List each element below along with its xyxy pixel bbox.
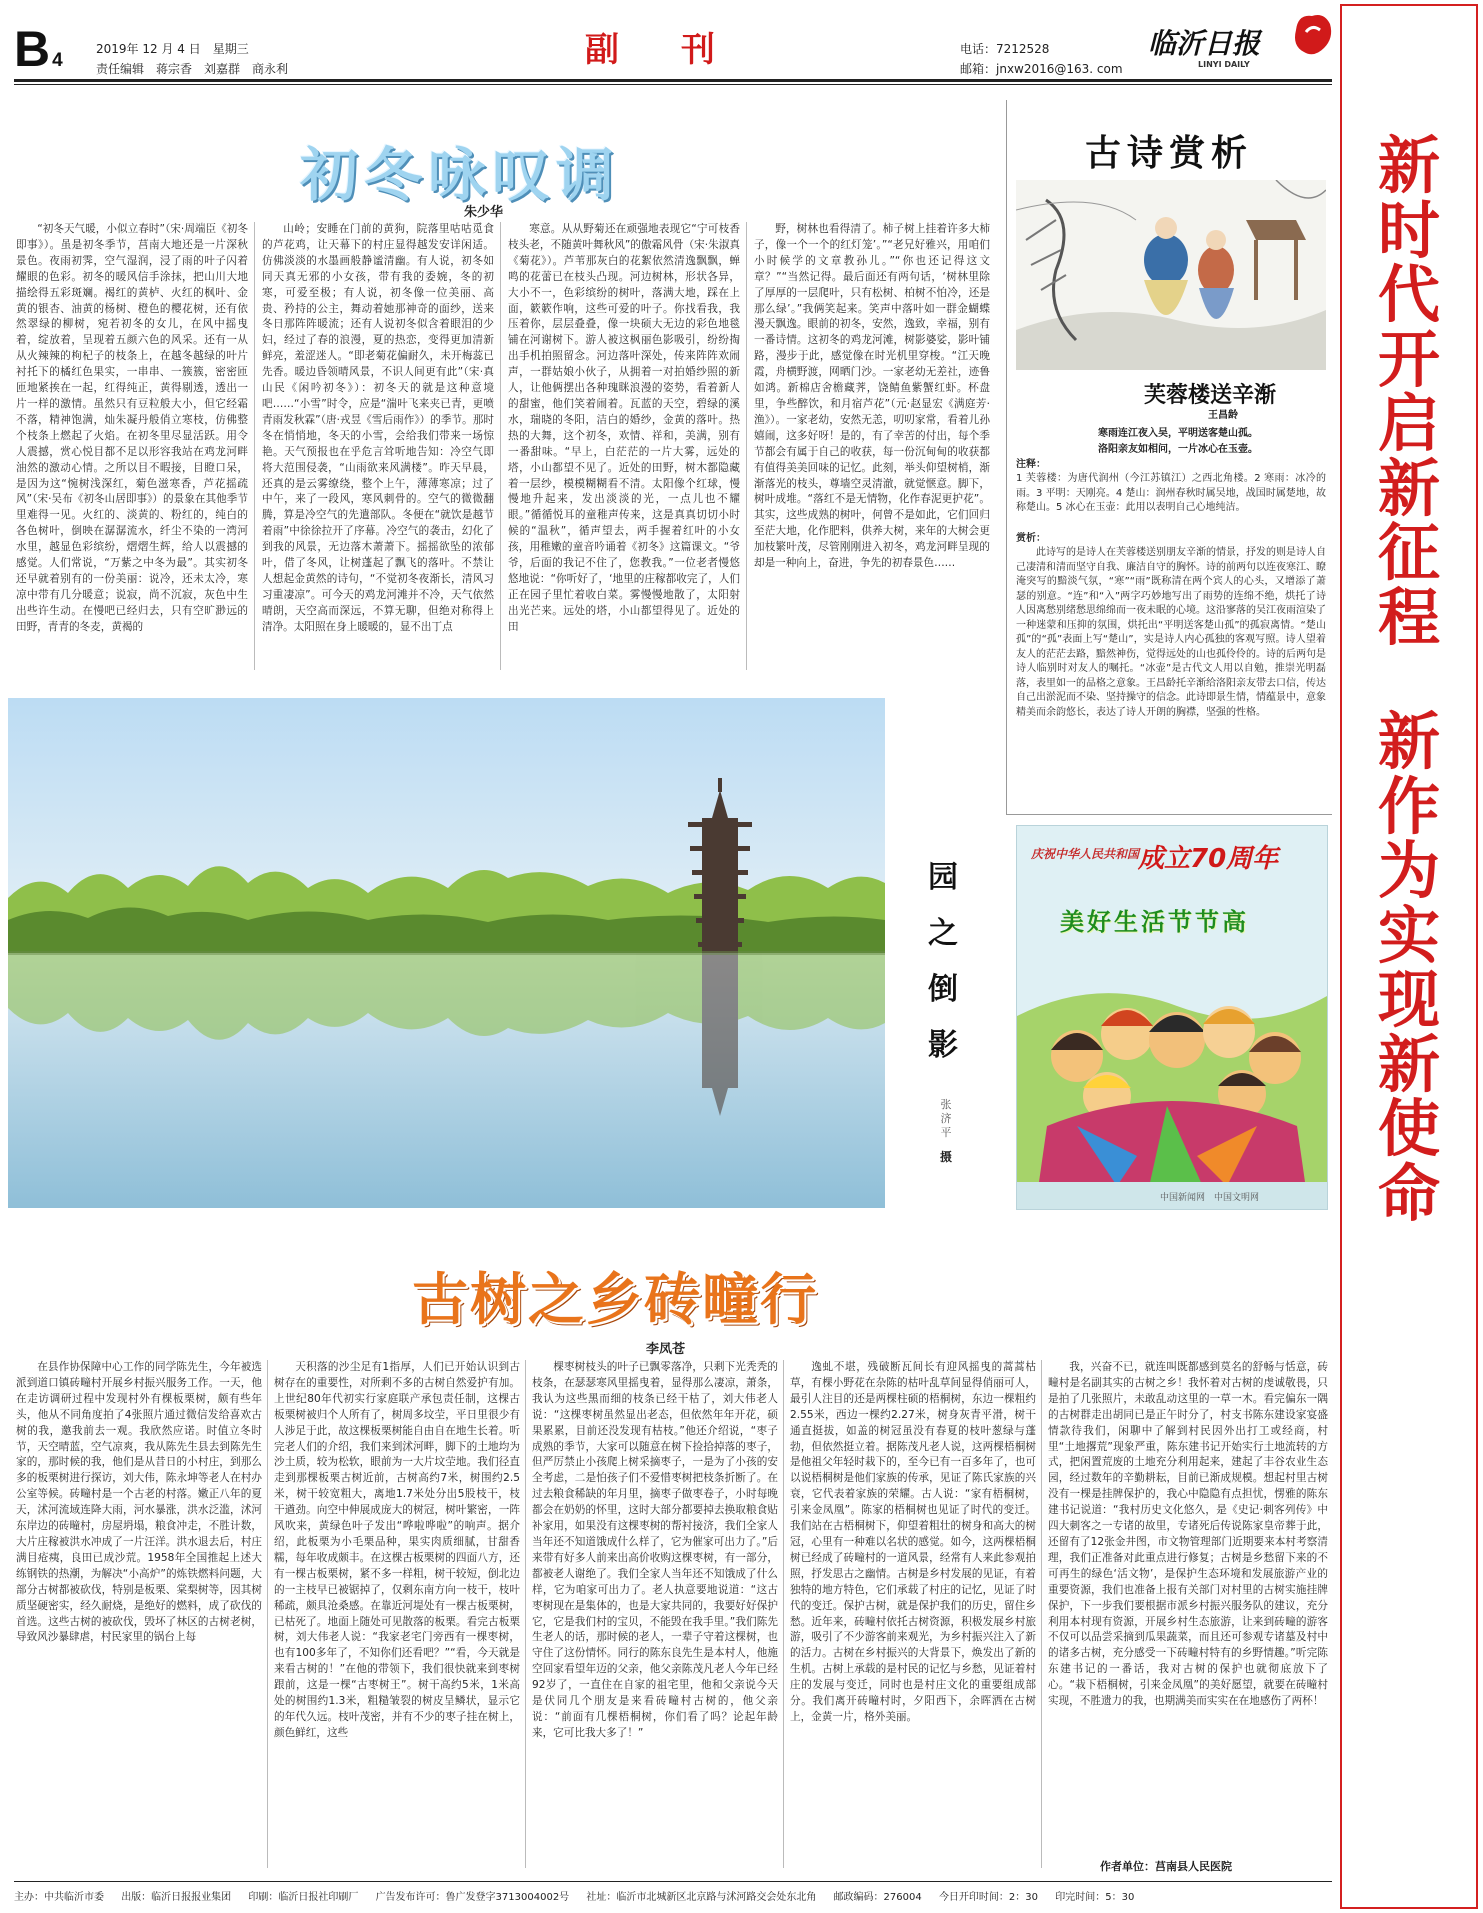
article1-column-3: 寒意。从从野菊还在顽强地表现它“宁可枝香枝头老，不随黄叶舞秋风”的傲霜风骨（宋·朱淑真《菊花》）。芦苇那灰白的花絮依然清逸飘飘，蝉鸣的花蕾已在枝头凸现。河边树林，形状各异，大小不一，色彩缤纷的树叶，落满大地，踩在上面，簌簌作响，这些可爱的叶子。你找看我，我压着你，层层叠叠，像一块硕大无边的彩色地毯铺在河谢树下。游人被这枫丽色影吸引，纷纷掏出手机拍照留念。河边落叶深处，传来阵阵欢闹声，一群姑娘小伙子，从拥着一对拍婚纱照的新人，让他俩摆出各种瑰眯浪漫的姿势，看着新人的甜蜜，他们笑着闹着。瓦蓝的天空，碧绿的溪水，瑞晓的冬阳，洁白的婚纱，金黄的落叶。热热的大舞，这个初冬，欢情、祥和，美满，别有一番甜味。“早上，白茫茫的一片大雾，远处的塔，小山都望不见了。近处的田野，树木都隐藏着一层纱，模模糊糊看不清。太阳像个红球，慢慢地升起来，发出淡淡的光，一点儿也不耀眼。”循循悦耳的童稚声传来，这是真真切切小时候的“温秋”，循声望去，两手握着红叶的小女孩，用稚嫩的童音吟诵着《初冬》这篇课文。“爷爷，后面的我记不住了，您教我。”一位老者慢悠悠地说：“你听好了，‘地里的庄稼都收完了，人们正在园子里忙着收白菜。雾慢慢地散了，太阳射出光芒来。远处的塔，小山都望得见了。近处的田 (508, 223, 740, 633)
email-line: 邮箱：jnxw2016@163. com (960, 62, 1123, 76)
poem-line: 寒雨连江夜入吴，平明送客楚山孤。 (1098, 428, 1258, 439)
poster-illustration (1017, 826, 1327, 1209)
poster-tag-small: 庆祝中华人民共和国 (1031, 847, 1140, 861)
article1-column-1: “初冬天气暖，小似立春时”（宋·周端臣《初冬即事》）。虽是初冬季节，莒南大地还是一片深秋景色。夜雨初霁，空气湿润，浸了雨的叶子闪着耀眼的色彩。初冬的暖风信手涂抹，把山川大地描绘得五彩斑斓。褐红的黄栌、火红的枫叶、金黄的银杏、油黄的杨树、橙色的樱花树，还有依然翠绿的柳树，宛若初冬的女儿，在风中摇曳着，绽放着，呈现着五颜六色的风采。还有一从从火辣辣的枸杞子的枝条上，在越冬越绿的叶片衬托下的橘红色果实，一串串、一簇簇，密密匝匝地紧挨在一起，红得纯正，黄得剔透，透出一片一样的激情。虽然只有豆粒般大小，但它经霜不落，精神饱满，灿朱凝丹般俏立寒枝，仿佛整个枝条上燃起了火焰。在初冬里尽显活跃。用令人震撼，赏心悦目都不足以形容我站在鸡龙河畔油然的激动心情。之所以目不暇接，目瞪口呆，是因为这“惋树浅深红，菊色滋寒香，芦花摇疏风”（宋·吴布《初冬山居即事》）的景象在其他季节里难得一见。火红的、淡黄的、粉红的，纯白的各色树叶，倒映在潺潺流水，纤尘不染的一湾河水里，越显色彩缤纷，熠熠生辉，给人以震撼的感觉。人们常说，“万紫之中冬为最”。其实初冬还早就着别有的一份美丽：说冷，还未太冷，寒凉中带有几分暖意；说寂，尚不沉寂，灰色中生出些许生动。在慢吧已经归去，只有空旷渺远的田野，青青的冬麦，黄褐的 (16, 223, 248, 633)
issue-date: 2019年 12 月 4 日 星期三 (96, 42, 249, 56)
header-rule-thin (14, 84, 1332, 85)
poem-appreciation: 此诗写的是诗人在芙蓉楼送别朋友辛渐的情景，抒发的则是诗人自己凄清和清而坚守自我、廉洁自守的胸怀。诗的前两句以连夜寒江、瞭淹突写的黯淡气氛，“寒”“雨”既称清在两个宾人的心头，又增添了萧瑟的别意。“连”和“入”两字巧妙地写出了雨势的连绵不绝，烘托了诗人因离愁别绪愁思绵绵而一夜未眠的心境。这沿寥落的吴江夜雨渲染了一种迷蒙和压抑的氛围，烘托出“平明送客楚山孤”的孤寂离情。“楚山孤”的“孤”表面上写“楚山”，实是诗人内心孤独的客观写照。诗人望着友人的茫茫去路，黯然神伤，觉得远处的山也孤伶伶的。诗的后两句是诗人临别时对友人的嘱托。“冰壶”是古代文人用以自勉，推崇光明磊落，表里如一的品格之意象。王昌龄托辛渐给洛阳亲友带去口信，传达自己出淤泥而不染、坚持操守的信念。此诗即景生情，情蕴景中，意象精美而余韵悠长，表达了诗人开朗的胸襟，坚强的性格。 (1016, 547, 1326, 718)
poster-footer: 中国新闻网 中国文明网 (1160, 1193, 1260, 1203)
poem-box-bottom-rule (1006, 814, 1332, 815)
editors-line: 责任编辑 蒋宗香 刘嘉群 商永利 (96, 62, 289, 76)
public-service-poster (1016, 825, 1328, 1210)
slogan-banner-text (1348, 129, 1470, 1230)
poem-title: 芙蓉楼送辛渐 (1143, 382, 1276, 408)
article1-title: 初冬咏叹调 (300, 141, 621, 209)
footer-rule (14, 1881, 1332, 1882)
column-divider (746, 222, 747, 670)
poem-illustration (1016, 180, 1326, 370)
column-divider (500, 222, 501, 670)
column-divider (783, 1360, 784, 1868)
footer-item: 出版：临沂日报报业集团 (121, 1892, 232, 1903)
poem-appreciation-label: 赏析： (1016, 533, 1046, 544)
footer-item: 邮政编码：276004 (833, 1892, 922, 1903)
photo-caption: 园之倒影 (928, 860, 958, 1063)
footer-item: 社址：临沂市北城新区北京路与沭河路交会处东北角 (586, 1892, 817, 1903)
column-divider (525, 1360, 526, 1868)
article1-column-2: 山岭；安睡在门前的黄狗，院落里咕咕觅食的芦花鸡，让天幕下的村庄显得越发安详闲适。仿佛淡淡的水墨画般静谧清幽。有人说，初冬如同天真无邪的小女孩，带有我的委婉，冬的初寒，可爱至极；有人说，初冬像一位美丽、高贵、矜持的公主，舞动着她那神奇的面纱，送来冬日那阵阵暖流；还有人说初冬似含着眼泪的少妇，经过了春的浪漫，夏的热恋，变得更加清新鲜亮，羞涩迷人。“即老菊花偏耐久，未开梅蕊已先香。暖边昏领晴风景，不识人间更有此”（宋·真山民《闲吟初冬》）：初冬天的就是这种意境吧……“小雪”时令，应是“湍叶飞来夹已青，更喷青雨发秋霖”（唐·戎昱《雪后雨作》）的季节。那时冬在悄悄地，冬天的小雪，会给我们带来一场惊艳。天气预报也在乎危言耸听地告知：冷空气即将大范围侵袭，“山雨欲来风满楼”。昨天早晨，还真的是云雾缭绕，整个上午，薄薄寒凉；过了中午，来了一段风，寒风刺骨的。空气的微微翻腾，算是冷空气的先遣部队。冬便在“就饮是越节着雨”中徐徐拉开了序幕。冷空气的袭击，幻化了到我的风景，无边落木萧萧下。摇摇欲坠的浓郁叶，借了冬风，让树蓬起了飘飞的落叶。不禁让人想起金黄然的诗句，“不觉初冬夜渐长，清风习习重凄凉”。可今天的鸡龙河滩并不冷，天气依然晴朗，天空高而深远，不算无聊，但绝对称得上清净。太阳照在身上暖暖的，显不出丁点 (262, 223, 494, 633)
page-letter: B (14, 21, 51, 77)
footer-imprint (14, 1888, 1332, 1903)
poster-tag-big: 成立70周年 (1138, 844, 1279, 874)
poem-author: 王昌龄 (1208, 410, 1238, 421)
pagoda-reflection-photo (8, 698, 885, 1208)
article2-author-unit: 作者单位：莒南县人民医院 (1100, 1860, 1232, 1873)
footer-item: 今日开印时间：2：30 (938, 1892, 1039, 1903)
page-number (14, 21, 63, 77)
footer-item: 印完时间：5：30 (1055, 1892, 1135, 1903)
newspaper-logo-sub: LINYI DAILY (1198, 60, 1250, 69)
footer-item: 广告发布许可：鲁广发登字3713004002号 (375, 1892, 570, 1903)
photo-credit-action: 摄 (939, 1150, 952, 1164)
article1-column-4: 野，树林也看得清了。柿子树上挂着许多大柿子，像一个一个的红灯笼’。”“老兄好雅兴，用咱们小时候学的文章教孙儿。”“你也还记得这文章？”“当然记得。最后面还有两句话，‘树林里除了厚厚的一层爬叶，只有松树、柏树不怕冷，还是那么绿’。”我俩笑起来。笑声中落叶如一群金蝴蝶漫天飘逸。眼前的初冬，安然，逸致，幸福，别有一番诗情。这初冬的鸡龙河滩，树影婆娑，影叶铺路，漫步于此，感觉像在时光机里穿梭。“江天晚霞，舟横野渡，网晒门沙。一家老幼无差社，迹鲁如鸿。新棉店舍檐藏荠，饶鲭鱼紫蟹红虾。杯盘里，争些醉饮，和月宿芦花”（元·赵显宏《满庭芳·渔》）。一家老幼，安然无恙，叨叨家常，看着儿孙嬉闹，这多好呀！是的，有了幸苦的付出，每个季节都会有属于自己的收获，每一份沉甸甸的收获都有值得美美回味的记忆。此刻，举头仰望树梢，渐渐落光的枝头，尊墙空灵清澈，就觉惬意。脚下，树叶成堆。“落红不是无情物，化作春泥更护花”。其实，这些成熟的树叶，何曾不是如此，它们回归至茫大地，化作肥料，供养大树，来年的大树会更加枝繁叶茂，尽管刚刚进入初冬，鸡龙河畔呈现的却是一种向上，奋进，争先的初春景色…… (754, 223, 990, 570)
poem-box-divider (1006, 100, 1007, 815)
poster-title: 美好生活节节高 (1060, 908, 1249, 936)
poem-notes-label: 注释： (1016, 459, 1046, 470)
logo-emblem-icon (1290, 10, 1336, 62)
page-number-digit: 4 (52, 50, 63, 71)
article2-column-3: 棵枣树枝头的叶子已飘零落净，只剩下光秃秃的枝条，在瑟瑟寒风里摇曳着，显得那么凄凉，萧条，我认为这些黑而细的枝条已经干枯了，刘大伟老人说：“这棵枣树虽然显出老态，但依然年年开花，硕果累累，目前还没发现有枯枝。”他还介绍说，“枣子成熟的季节，大家可以随意在树下捡拾掉落的枣子，但严厉禁止小孩爬上树采摘枣子，一是为了小孩的安全考虑，二是怕孩子们不爱惜枣树把枝条折断了。在过去粮食稀缺的年月里，摘枣子做枣卷子，小时每晚都会在奶奶的怀里，这时大部分都要掉去换取粮食贴补家用，如果没有这棵枣树的帮衬接济，我们全家人当年还不知道饿成什么样了，它为催家可出力了。”后来带有好多人前来出高价收购这棵枣树，有一部分，都被老人谢绝了。我们全家人当年还不知饿成了什么样，它为咱家可出力了。老人执意要地说道：“这古枣树现在是集体的，也是大家共同的，我要好好保护它，它是我们村的宝贝，不能毁在我手里。”我们陈先生老人的话，那时候的老人，一辈子守着这棵树，也守住了这份情怀。同行的陈东良先生是本村人，他施空回家看望年迈的父亲，他父亲陈茂凡老人今年已经92岁了，一直住在自家的祖宅里，他和父亲说今天是伏同几个朋友是来看砖疃村古树的，他父亲说：“前面有几棵梧桐树，你们看了吗？论起年龄来，它可比我大多了！” (532, 1361, 778, 1739)
column-divider (254, 222, 255, 670)
slogan-line-1: 新时代开启新征程 (1377, 129, 1440, 654)
poem-notes: 1 芙蓉楼：为唐代润州（今江苏镇江）之西北角楼。2 寒雨：冰冷的雨。3 平明：天刚亮。4 楚山：润州春秋时属吴地，战国时属楚地，故称楚山。5 冰心在玉壶：此用以表明自己心地纯洁。 (1016, 473, 1326, 513)
article2-author: 李凤苍 (646, 1342, 686, 1357)
phone-line: 电话：7212528 (960, 42, 1050, 56)
section-title: 副刊 (585, 30, 777, 70)
article2-column-5: 我，兴奋不已，就连叫既都感到莫名的舒畅与恬意，砖疃村是名副其实的古树之乡！我怀着对古树的虔诚敬畏，只是拍了几张照片，未敢乱动这里的一草一木。看完偏东一隅的古树群走出胡同已是正午时分了，村支书陈东建设家宴盛情款待我们，闲聊中了解到村民因外出打工或经商，村里“土地撂荒”现象严重，陈东建书记开始实行土地流转的方式，把闲置荒废的土地充分利用起来，建起了丰谷农业生态园，经过数年的辛勤耕耘，目前已渐成规模。想起村里古树没有一棵是挂牌保护的，我心中隐隐有点担忧，愣雅的陈东建书记说道：“我村历史文化悠久，是《史记·刺客列传》中四大刺客之一专诸的故里，专诸死后传说陈家皇帝葬于此，还留有了12张金井图，市文物管理部门近期要来本村考察清理，我们正准备对此重点进行修复；古树是乡愁留下来的不可再生的绿色‘活文物’，是保护生态环境和发展旅游产业的重要资源，我们也准备上报有关部门对村里的古树实施挂牌保护，下一步我们要根据市派乡村振兴服务队的建议，充分利用本村现有资源，开展乡村生态旅游，让来到砖疃的游客不仅可以品尝采摘到瓜果蔬菜，而且还可参观专诸墓及村中的诸多古树，充分感受一下砖疃村特有的乡野情趣。”听完陈东建书记的一番话，我对古树的保护也就彻底放下了心。“栽下梧桐树，引来金凤凰”的美好愿望，就要在砖疃村实现，不胜遗力的我，也期满美而实实在在地感伤了两杯！ (1048, 1361, 1328, 1708)
footer-item: 主办：中共临沂市委 (14, 1892, 104, 1903)
header-rule (14, 79, 1332, 82)
article2-column-2: 天积落的沙尘足有1指厚，人们已开始认识到古树存在的重要性，对所剩不多的古树自然爱护有加。上世纪80年代初实行家庭联产承包责任制，这棵古板栗树被归个人所有了，树周多坟茔，平日里很少有人涉足于此，故这棵板栗树能自由自在地生长着。听完老人们的介绍，我们来到沭河畔，脚下的土地均为沙土质，较为松软，眼前为一大片坟茔地。我们径直走到那棵板栗古树近前，古树高约7米，树围约2.5米，树干较宽粗大，离地1.7米处分出5股枝干，枝干遒劲。向空中伸展成庞大的树冠，树叶繁密，一阵风吹来，黄绿色叶子发出“哗啦哗啦”的响声。据介绍，此板栗为小毛栗品种，果实肉质细腻，甘甜香糯，每年收成颇丰。在这棵古板栗树的四面八方，还有一棵古板栗树，紧不多一样粗，树干较短，倒北边的一主枝早已被锯掉了，仅剩东南方向一枝干，枝叶稀疏，颇具沧桑感。在靠近河堤处有一棵古板栗树，已枯死了。地面上随处可见散落的板栗。看完古板栗树，刘大伟老人说：“我家老宅门旁西有一棵枣树，也有100多年了，不知你们还看吧？”“看，今天就是来看古树的！”在他的带领下，我们很快就来到枣树跟前，这是一棵“古枣树王”。树干高约5米，1米高处的树围约1.3米，粗糙皱裂的树皮呈鳞状，显示它的年代久远。枝叶茂密，并有不少的枣子挂在树上，颜色鲜红，这些 (274, 1361, 520, 1739)
article1-author: 朱少华 (464, 205, 504, 220)
poem-line: 洛阳亲友如相问，一片冰心在玉壶。 (1098, 444, 1258, 455)
slogan-line-2: 新作为实现新使命 (1377, 705, 1440, 1230)
footer-item: 印刷：临沂日报社印刷厂 (248, 1892, 359, 1903)
photo-credit-name: 张济平 (940, 1098, 952, 1139)
article2-title: 古树之乡砖疃行 (412, 1268, 818, 1333)
column-divider (1041, 1360, 1042, 1868)
poem-section-heading: 古诗赏析 (1085, 132, 1254, 174)
newspaper-logo: 临沂日报 (1148, 27, 1261, 60)
column-divider (267, 1360, 268, 1868)
article2-column-4: 逸虬不堪，残破断瓦间长有迎风摇曳的蒿蒿枯草，有棵小野花在杂陈的枯叶乱草间显得俏丽可人，最引人注目的还是两棵柱硕的梧桐树，东边一棵粗约2.55米，西边一棵约2.27米，树身灰青平滑，树干通直挺拔，如盖的树冠虽没有春夏的枝叶葱绿与蓬勃，但依然挺立着。据陈茂凡老人说，这两棵梧桐树是他祖父年轻时栽下的，至今已有一百多年了，也可以说梧桐树是他们家族的传承，见证了陈氏家族的兴衰，它代表着家族的荣耀。古人说：“家有梧桐树，引来金凤凰”。陈家的梧桐树也见证了时代的变迁。我们站在古梧桐树下，仰望着粗壮的树身和高大的树冠，心里有一种难以名状的感觉。如今，这两棵梧桐树已经成了砖疃村的一道风景，经常有人来此参观拍照，抒发思古之幽情。古树是乡村发展的见证，有着独特的地方特色，它们承载了村庄的记忆，见证了时代的变迁。保护古树，就是保护我们的历史，留住乡愁。近年来，砖疃村依托古树资源，积极发展乡村旅游，吸引了不少游客前来观光，为乡村振兴注入了新的活力。古树在乡村振兴的大背景下，焕发出了新的生机。古树上承载的是村民的记忆与乡愁，见证着村庄的发展与变迁，同时也是村庄文化的重要组成部分。我们离开砖疃村时，夕阳西下，余晖洒在古树上，金黄一片，格外美丽。 (790, 1361, 1036, 1723)
article2-column-1: 在县作协保障中心工作的同学陈先生，今年被选派到道口镇砖疃村开展乡村振兴服务工作。一天，他在走访调研过程中发现村外有棵板栗树，颇有些年头，他从不同角度拍了4张照片通过微信发给喜欢古树的我，邀我前去一观。我欣然应诺。时值立冬时节，天空晴蓝，空气凉爽，我从陈先生县去到陈先生家的，那时候的我，他们是从昔日的小村庄，到那么多的板栗树进行探访，刘大伟，陈永坤等老人在村办公室等候。砖疃村是一个古老的村落。嫩正八年的夏天，沭河流域连降大雨，河水暴涨，洪水泛滥，沭河东岸边的砖疃村，房屋坍塌，粮食冲走，不胜计数，大片庄稼被洪水冲成了一片汪洋。洪水退去后，村庄满目疮痍，良田已成沙荒。1958年全国推起上述大练钢铁的热潮，为解决“小高炉”的炼铁燃料问题，大部分古树都被砍伐，特别是板栗、棠梨树等，因其树质坚硬密实，经久耐烧，是绝好的燃料，成了砍伐的首选。这些古树的被砍伐，毁坏了林区的古树老树，导致风沙暴肆虐，村民家里的锅台上每 (16, 1361, 262, 1644)
